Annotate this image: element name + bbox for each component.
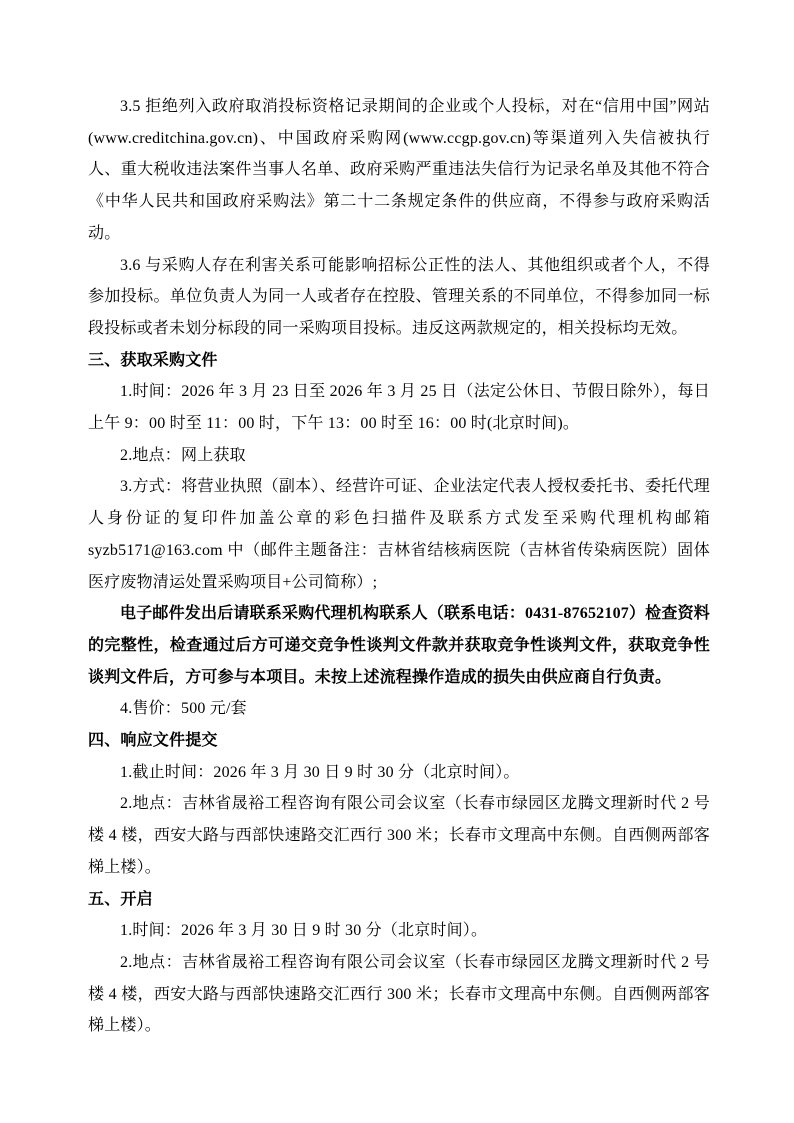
- obtain-time-paragraph: 1.时间：2026 年 3 月 23 日至 2026 年 3 月 25 日（法定公休日、节假日除外），每日上午 9：00 时至 11：00 时，下午 13：00 时至 16：00 时(北京时间)。: [88, 383, 710, 433]
- obtain-method-paragraph: 3.方式：将营业执照（副本）、经营许可证、企业法定代表人授权委托书、委托代理人身份证的复印件加盖公章的彩色扫描件及联系方式发至采购代理机构邮箱syzb5171@163.com 中（邮件主题备注：吉林省结核病医院（吉林省传染病医院）固体医疗废物清运处置采购项目+公司简称）;: [88, 478, 710, 591]
- opening-location-paragraph: 2.地点：吉林省晟裕工程咨询有限公司会议室（长春市绿园区龙腾文理新时代 2 号楼 4 楼，西安大路与西部快速路交汇西行 300 米；长春市文理高中东侧。自西侧两部客梯上楼）。: [88, 953, 710, 1035]
- price-paragraph: 4.售价：500 元/套: [120, 700, 247, 718]
- section-heading-response-submission: 四、响应文件提交: [88, 732, 218, 750]
- submission-location-paragraph: 2.地点：吉林省晟裕工程咨询有限公司会议室（长春市绿园区龙腾文理新时代 2 号楼 4 楼，西安大路与西部快速路交汇西行 300 米；长春市文理高中东侧。自西侧两部客梯上楼）。: [88, 795, 710, 876]
- email-notice-paragraph: 电子邮件发出后请联系采购代理机构联系人（联系电话：0431-87652107）检查资料的完整性，检查通过后方可递交竞争性谈判文件款并获取竞争性谈判文件，获取竞争性谈判文件后，方可参与本项目。未按上述流程操作造成的损失由供应商自行负责。: [88, 605, 710, 686]
- section-heading-opening: 五、开启: [88, 890, 153, 908]
- obtain-location-paragraph: 2.地点：网上获取: [120, 446, 246, 464]
- section-heading-obtain-documents: 三、获取采购文件: [88, 351, 218, 369]
- submission-deadline-paragraph: 1.截止时间：2026 年 3 月 30 日 9 时 30 分（北京时间）。: [120, 763, 520, 781]
- document-body: [88, 91, 710, 1042]
- paragraph-3-5: 3.5 拒绝列入政府取消投标资格记录期间的企业或个人投标，对在“信用中国”网站(www.creditchina.gov.cn)、中国政府采购网(www.ccgp.gov.cn)等渠道列入失信被执行人、重大税收违法案件当事人名单、政府采购严重违法失信行为记录名单及其他不符合《中华人民共和国政府采购法》第二十二条规定条件的供应商，不得参与政府采购活动。: [88, 98, 710, 242]
- paragraph-3-6: 3.6 与采购人存在利害关系可能影响招标公正性的法人、其他组织或者个人，不得参加投标。单位负责人为同一人或者存在控股、管理关系的不同单位，不得参加同一标段投标或者未划分标段的同一采购项目投标。违反这两款规定的，相关投标均无效。: [88, 256, 710, 337]
- opening-time-paragraph: 1.时间：2026 年 3 月 30 日 9 时 30 分（北京时间）。: [120, 922, 488, 940]
